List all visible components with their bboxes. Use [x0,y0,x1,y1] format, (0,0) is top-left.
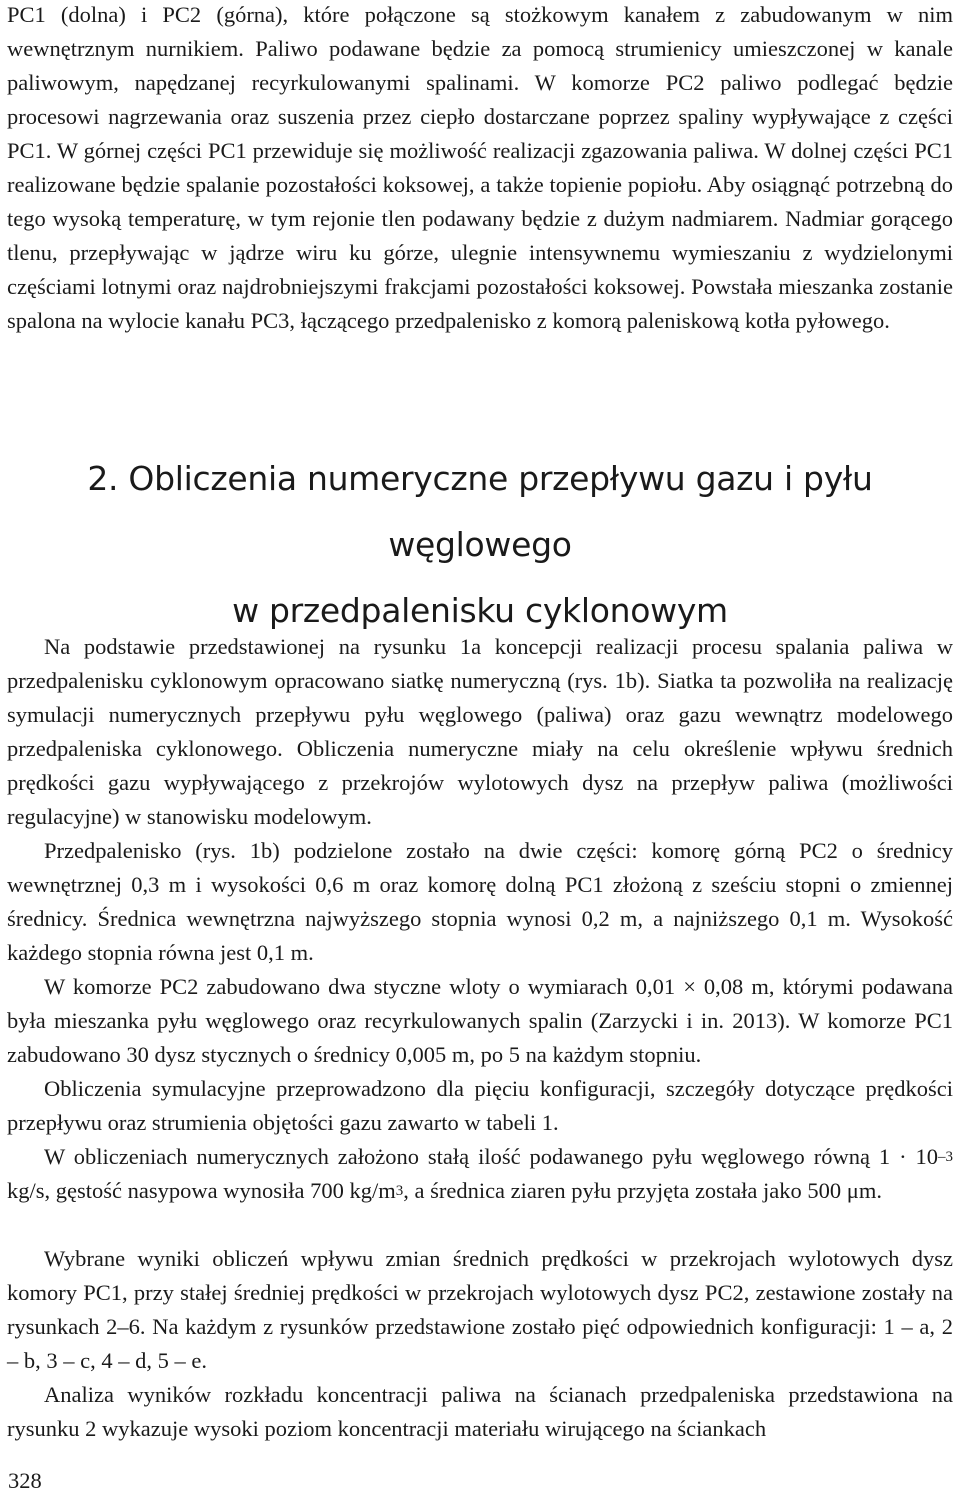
section-heading-line-2: w przedpalenisku cyklonowym [232,591,728,630]
fuel-text-part-3: , a średnica ziaren pyłu przyjęta została jako 500 μm. [403,1178,882,1203]
paragraph-inlets-nozzles: W komorze PC2 zabudowano dwa styczne wloty o wymiarach 0,01 × 0,08 m, którymi podawana była mieszanka pyłu węglowego oraz recyrkulowanych spalin (Zarzycki i in. 2013). W komorze PC1 zabudowano 30 dysz stycznych o średnicy 0,005 m, po 5 na każdym stopniu. [7,974,953,1067]
page-number: 328 [8,1468,42,1493]
paragraph-mesh-description: Na podstawie przedstawionej na rysunku 1a koncepcji realizacji procesu spalania paliwa w przedpalenisku cyklonowym opracowano siatkę numeryczną (rys. 1b). Siatka ta pozwoliła na realizację symulacji numerycznych przepływu pyłu węglowego (paliwa) oraz gazu wewnątrz modelowego przedpaleniska cyklonowego. Obliczenia numeryczne miały na celu określenie wpływu średnich prędkości gazu wypływającego z przekrojów wylotowych dysz na przepływ paliwa (możliwości regulacyjne) w stanowisku modelowym. [7,634,953,829]
paragraph-concentration-analysis: Analiza wyników rozkładu koncentracji paliwa na ścianach przedpaleniska przedstawiona na rysunku 2 wykazuje wysoki poziom koncentracji materiału wirującego na ściankach [7,1382,953,1441]
section-heading [0,446,960,644]
section-heading-line-1: 2. Obliczenia numeryczne przepływu gazu i pyłu węglowego [87,459,873,564]
density-unit-exponent: 3 [395,1183,404,1199]
paragraph-fuel-parameters [7,1140,953,1208]
mass-flow-exponent: –3 [938,1149,953,1165]
paragraph-selected-results: Wybrane wyniki obliczeń wpływu zmian średnich prędkości w przekrojach wylotowych dysz komory PC1, przy stałej średniej prędkości w przekrojach wylotowych dysz PC2, zestawione zostały na rysunkach 2–6. Na każdym z rysunków przedstawione zostało pięć odpowiednich konfiguracji: 1 – a, 2 – b, 3 – c, 4 – d, 5 – e. [7,1246,953,1373]
fuel-text-part-1: W obliczeniach numerycznych założono stałą ilość podawanego pyłu węglowego równą 1 · 10 [44,1144,938,1169]
paragraph-chamber-geometry: Przedpalenisko (rys. 1b) podzielone zostało na dwie części: komorę górną PC2 o średnicy wewnętrznej 0,3 m i wysokości 0,6 m oraz komorę dolną PC1 złożoną z sześciu stopni o zmiennej średnicy. Średnica wewnętrzna najwyższego stopnia wynosi 0,2 m, a najniższego 0,1 m. Wysokość każdego stopnia równa jest 0,1 m. [7,838,953,965]
fuel-text-part-2: kg/s, gęstość nasypowa wynosiła 700 kg/m [7,1178,396,1203]
intro-paragraph: PC1 (dolna) i PC2 (górna), które połączone są stożkowym kanałem z zabudowanym w nim wewnętrznym nurnikiem. Paliwo podawane będzie za pomocą strumienicy umieszczonej w kanale paliwowym, napędzanej recyrkulowanymi spalinami. W komorze PC2 paliwo podlegać będzie procesowi nagrzewania oraz suszenia przez ciepło dostarczane poprzez spaliny wypływające z części PC1. W górnej części PC1 przewiduje się możliwość realizacji zgazowania paliwa. W dolnej części PC1 realizowane będzie spalanie pozostałości koksowej, a także topienie popiołu. Aby osiągnąć potrzebną do tego wysoką temperaturę, w tym rejonie tlen podawany będzie z dużym nadmiarem. Nadmiar gorącego tlenu, przepływając w jądrze wiru ku górze, ulegnie intensywnemu wymieszaniu z wydzielonymi częściami lotnymi oraz najdrobniejszymi frakcjami pozostałości koksowej. Powstała mieszanka zostanie spalona na wylocie kanału PC3, łączącego przedpalenisko z komorą paleniskową kotła pyłowego. [7,2,953,333]
paragraph-configurations: Obliczenia symulacyjne przeprowadzono dla pięciu konfiguracji, szczegóły dotyczące prędkości przepływu oraz strumienia objętości gazu zawarto w tabeli 1. [7,1076,953,1135]
